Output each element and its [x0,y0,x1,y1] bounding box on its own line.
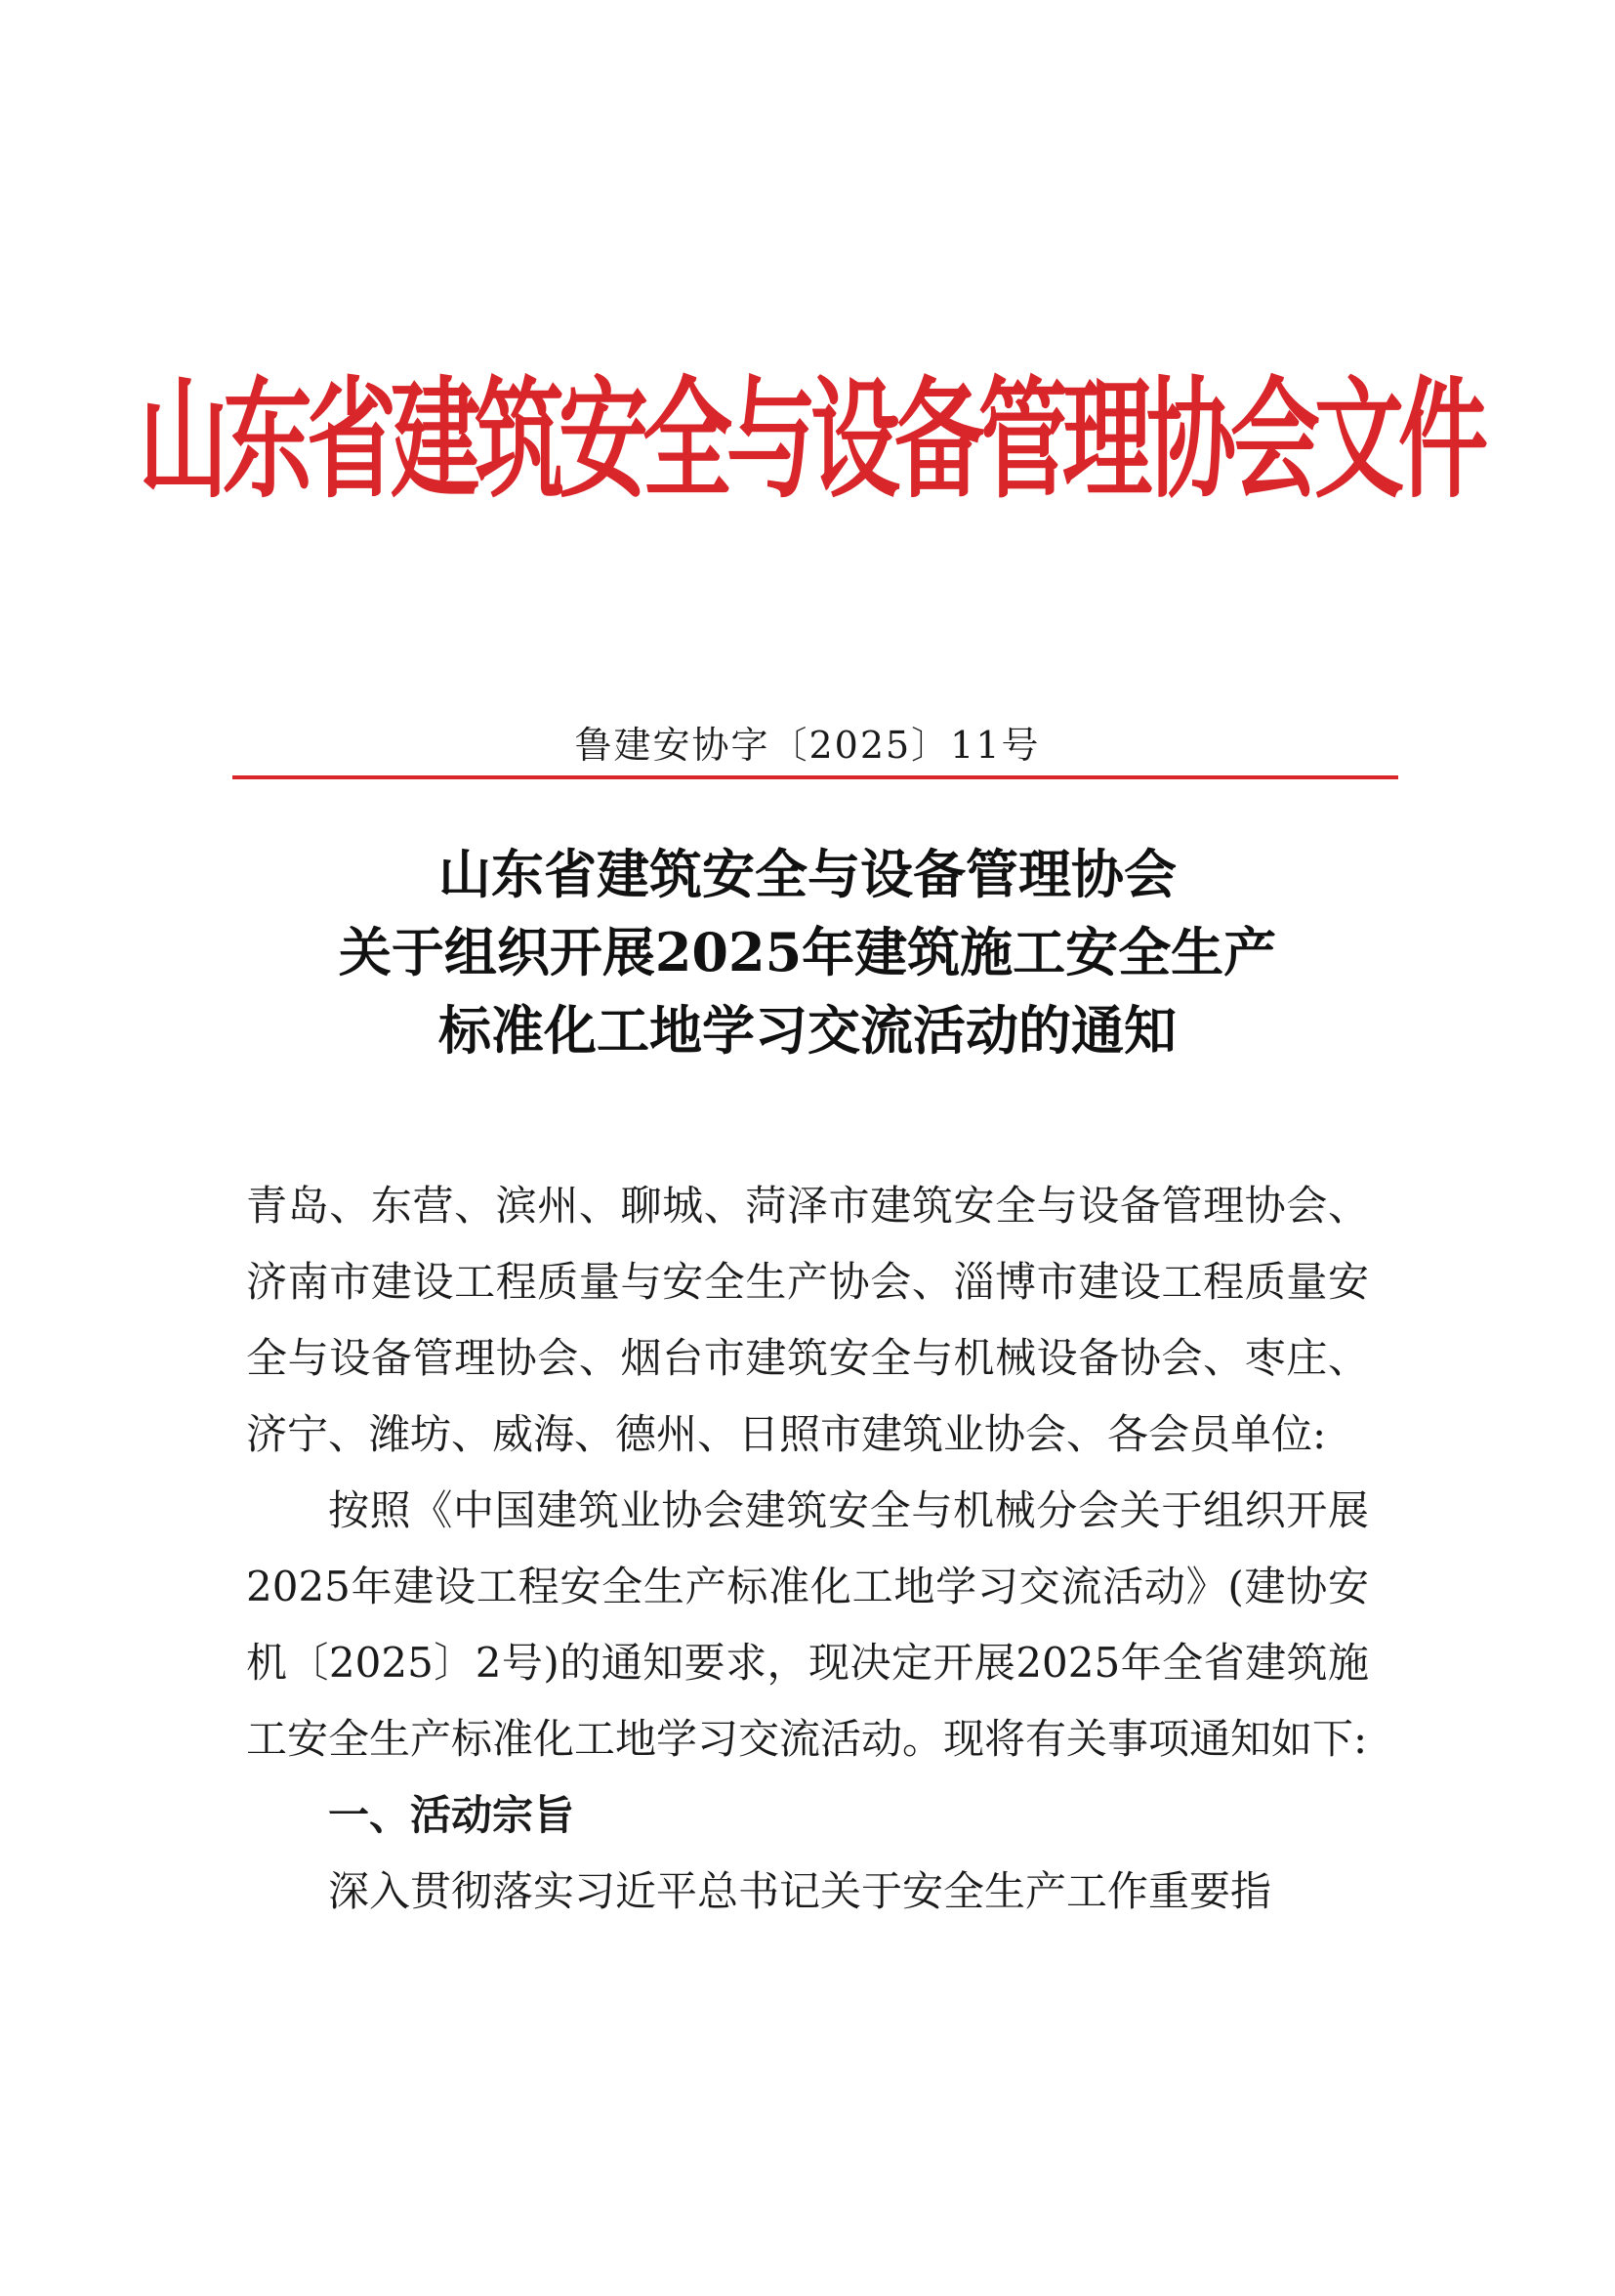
masthead-title: 山东省建筑安全与设备管理协会文件 [139,364,1483,517]
intro-paragraph: 按照《中国建筑业协会建筑安全与机械分会关于组织开展2025年建设工程安全生产标准化工地学习交流活动》(建协安机〔2025〕2号)的通知要求，现决定开展2025年全省建筑施工安全生产标准化工地学习交流活动。现将有关事项通知如下: [246,1486,1369,1763]
notice-title-line-1: 山东省建筑安全与设备管理协会 [438,843,1177,905]
recipients-paragraph: 青岛、东营、滨州、聊城、菏泽市建筑安全与设备管理协会、济南市建设工程质量与安全生产协会、淄博市建设工程质量安全与设备管理协会、烟台市建筑安全与机械设备协会、枣庄、济宁、潍坊、威海、德州、日照市建筑业协会、各会员单位: [246,1182,1369,1458]
section-1-heading: 一、活动宗旨 [328,1791,575,1839]
notice-title-line-3: 标准化工地学习交流活动的通知 [438,999,1177,1062]
notice-title [0,835,1615,1069]
section-1-text: 深入贯彻落实习近平总书记关于安全生产工作重要指 [328,1867,1272,1915]
header-divider [232,775,1398,779]
notice-body [246,1168,1369,1930]
document-number: 鲁建安协字〔2025〕11号 [574,724,1041,767]
notice-title-line-2: 关于组织开展2025年建筑施工安全生产 [338,921,1277,983]
